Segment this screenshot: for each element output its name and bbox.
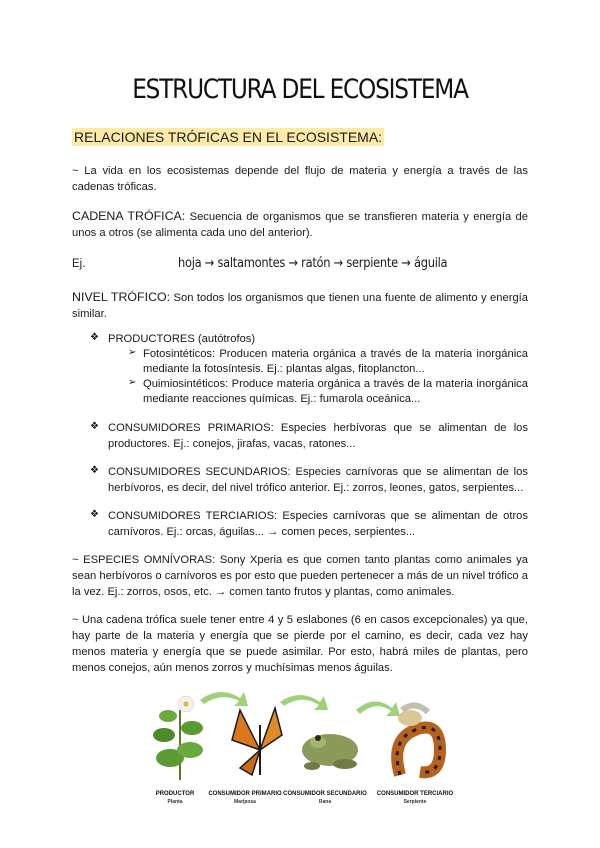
figure-caption-title: CONSUMIDOR SECUNDARIO (283, 791, 367, 797)
nivel-label: NIVEL TRÓFICO: (72, 290, 171, 304)
nivel-paragraph (72, 289, 528, 322)
bullet-productores: PRODUCTORES (autótrofos) (108, 333, 256, 345)
section-heading: RELACIONES TRÓFICAS EN EL ECOSISTEMA: (74, 129, 383, 145)
figure-caption-title: PRODUCTOR (155, 791, 195, 797)
bullet-secundarios: CONSUMIDORES SECUNDARIOS: Especies carnívoras que se alimentan de los herbívoros, es decir, del nivel trófico anterior. Ej.: zorros, leones, gatos, serpientes... (108, 466, 528, 494)
green-arrow-icon (356, 701, 400, 716)
arrow-bullet-icon: ➢ (128, 347, 137, 358)
figure-caption-title: CONSUMIDOR PRIMARIO (208, 791, 282, 797)
intro-paragraph: ~ La vida en los ecosistemas depende del flujo de materia y energía a través de las cadenas tróficas. (72, 165, 528, 193)
snake-icon (397, 705, 440, 775)
figure-caption-name: Planta (167, 799, 183, 805)
example-prefix: Ej. (72, 258, 86, 270)
diamond-bullet-icon: ❖ (90, 421, 99, 432)
bullet-primarios: CONSUMIDORES PRIMARIOS: Especies herbívoras que se alimentan de los productores. Ej.: conejos, jirafas, vacas, ratones... (108, 422, 528, 450)
cadena-paragraph (72, 208, 528, 241)
plant-icon (153, 696, 203, 780)
food-chain-figure (140, 680, 470, 790)
figure-caption-name: Rana (318, 799, 332, 805)
example-chain: hoja → saltamontes → ratón → serpiente → águila (178, 256, 448, 271)
diamond-bullet-icon: ❖ (90, 509, 99, 520)
diamond-bullet-icon: ❖ (90, 332, 99, 343)
green-arrow-icon (200, 692, 248, 706)
cadena-text: Secuencia de organismos que se transfieren materia y energía de unos a otros (se alimenta cada uno del anterior). (72, 211, 528, 239)
green-arrow-icon (280, 695, 328, 710)
cadena-label: CADENA TRÓFICA: (72, 209, 186, 223)
nivel-text: Son todos los organismos que tienen una fuente de alimento y energía similar. (72, 292, 529, 320)
cadena-trofica-paragraph: ~ Una cadena trófica suele tener entre 4 y 5 eslabones (6 en casos excepcionales) ya que, hay parte de la materia y energía que se pierde por el camino, es decir, cada vez hay menos materia y energía que se puede asimilar. Por esto, habrá miles de plantas, pero menos conejos, aún menos zorros y muchísimas menos águilas. (72, 614, 528, 674)
sub-fotosinteticos: Fotosintéticos: Producen materia orgánica a través de la materia inorgánica mediante la fotosíntesis. Ej.: plantas algas, fitoplancton... (143, 348, 528, 375)
figure-caption-name: Mariposa (234, 799, 256, 805)
frog-icon (302, 734, 358, 770)
bullet-terciarios: CONSUMIDORES TERCIARIOS: Especies carnívoras que se alimentan de otros carnívoros. Ej.: orcas, águilas... → comen peces, serpientes... (108, 510, 528, 538)
omnivoras-paragraph: ~ ESPECIES OMNÍVORAS: Sony Xperia es que comen tanto plantas como animales ya sean herbívoros o carnívoros es por esto que pueden pertenecer a más de un nivel trófico a la vez. Ej.: zorros, osos, etc. → comen tanto frutos y plantas, como animales. (72, 554, 528, 598)
figure-caption-name: Serpiente (403, 799, 427, 805)
butterfly-icon (232, 708, 282, 775)
diamond-bullet-icon: ❖ (90, 465, 99, 476)
page-title: ESTRUCTURA DEL ECOSISTEMA (132, 74, 468, 105)
sub-quimiosinteticos: Quimiosintéticos: Produce materia orgánica a través de la materia inorgánica mediante reacciones químicas. Ej.: fumarola oceánica... (143, 378, 528, 405)
figure-caption-title: CONSUMIDOR TERCIARIO (376, 791, 454, 797)
arrow-bullet-icon: ➢ (128, 377, 137, 388)
